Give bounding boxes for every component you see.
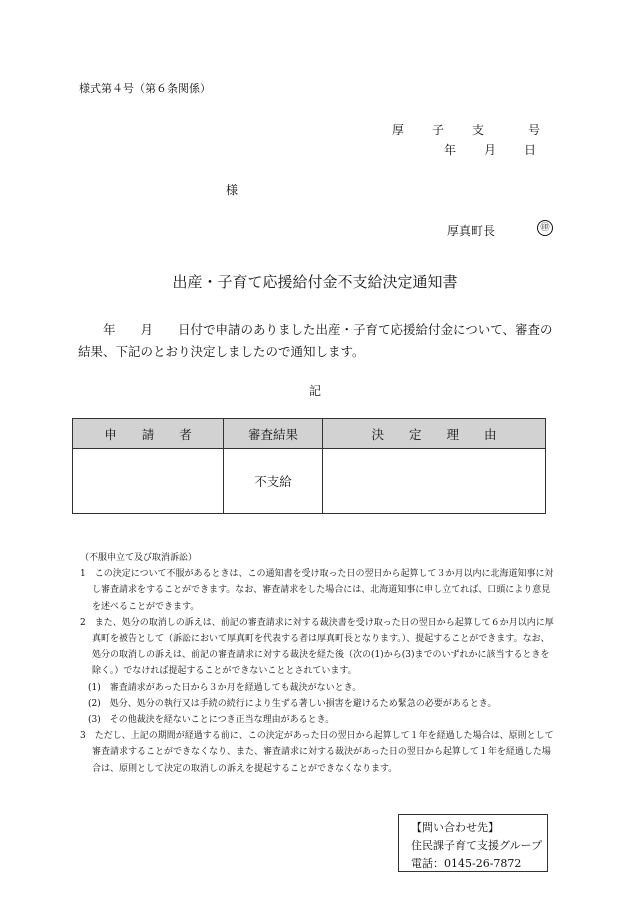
header-reason-char: 定 <box>408 426 422 442</box>
form-number: 様式第４号（第６条関係） <box>79 82 211 95</box>
doc-number-char: 厚 <box>392 123 405 137</box>
date-year: 年 <box>444 143 457 157</box>
document-title: 出産・子育て応援給付金不支給決定通知書 <box>172 273 458 291</box>
contact-department: 住民課子育て支援グループ <box>411 839 543 852</box>
header-applicant-char: 申 <box>104 426 117 442</box>
addressee-suffix: 様 <box>226 183 239 197</box>
cell-reason <box>323 449 546 514</box>
notes-heading: （不服申立て及び取消訴訟） <box>80 553 198 563</box>
header-reason-char: 由 <box>484 426 497 442</box>
seal-mark: ㊞ <box>537 220 553 236</box>
header-reason-char: 理 <box>446 426 460 442</box>
note-subitem: (3) その他裁決を経ないことにつき正当な理由があるとき。 <box>88 715 335 726</box>
note-item: 2 また、処分の取消しの訴えは、前記の審査請求に対する裁決書を受け取った日の翌日から起算して６か月以内に厚真町を被告として（訴訟において厚真町を代表する者は厚真町長となります。）、提起することができます。なお、処分の取消しの訴えは、前記の審査請求に対する裁決を経た後（次の(1)から(3)までのいずれかに該当するときを除く。）でなければ提起することができないこととされています。 <box>80 617 554 677</box>
header-applicant <box>73 419 224 449</box>
appeal-notes <box>80 550 556 777</box>
note-item: 1 この決定について不服があるときは、この通知書を受け取った日の翌日から起算して３か月以内に北海道知事に対し審査請求をすることができます。なお、審査請求をした場合には、北海道知事に申し立てれば、口頭により意見を述べることができます。 <box>80 569 554 612</box>
table-header-row <box>73 419 546 449</box>
body-paragraph: 年 月 日付で申請のありました出産・子育て応援給付金について、審査の結果、下記のとおり決定しましたので通知します。 <box>78 322 553 359</box>
table-row <box>73 449 546 514</box>
issuer-name: 厚真町長 <box>447 224 496 238</box>
contact-phone: 電話：0145-26-7872 <box>411 857 522 870</box>
header-result: 審査結果 <box>224 419 323 449</box>
doc-number-char: 支 <box>472 123 485 137</box>
document-number <box>392 121 540 138</box>
contact-heading: 【問い合わせ先】 <box>411 821 499 834</box>
decision-table <box>72 418 546 514</box>
issue-date <box>444 141 536 158</box>
date-day: 日 <box>524 143 537 157</box>
doc-number-char: 子 <box>432 123 445 137</box>
date-month: 月 <box>484 143 497 157</box>
ki-heading: 記 <box>308 384 321 398</box>
note-subitem: (2) 処分、処分の執行又は手続の続行により生ずる著しい損害を避けるため緊急の必要があるとき。 <box>88 698 497 709</box>
header-applicant-char: 請 <box>141 426 155 442</box>
header-applicant-char: 者 <box>179 426 192 442</box>
cell-applicant <box>73 449 224 514</box>
note-item: 3 ただし、上記の期間が経過する前に、この決定があった日の翌日から起算して１年を経過した場合は、原則として審査請求することができなくなり、また、審査請求に対する裁決があった日の翌日から起算して１年を経過した場合は、原則として決定の取消しの訴えを提起することができなくなります。 <box>80 731 554 774</box>
header-reason <box>323 419 546 449</box>
cell-result: 不支給 <box>224 449 323 514</box>
contact-box <box>398 814 548 872</box>
header-reason-char: 決 <box>371 426 384 442</box>
note-subitem: (1) 審査請求があった日から３か月を経過しても裁決がないとき。 <box>88 682 362 693</box>
doc-number-char: 号 <box>528 123 541 137</box>
